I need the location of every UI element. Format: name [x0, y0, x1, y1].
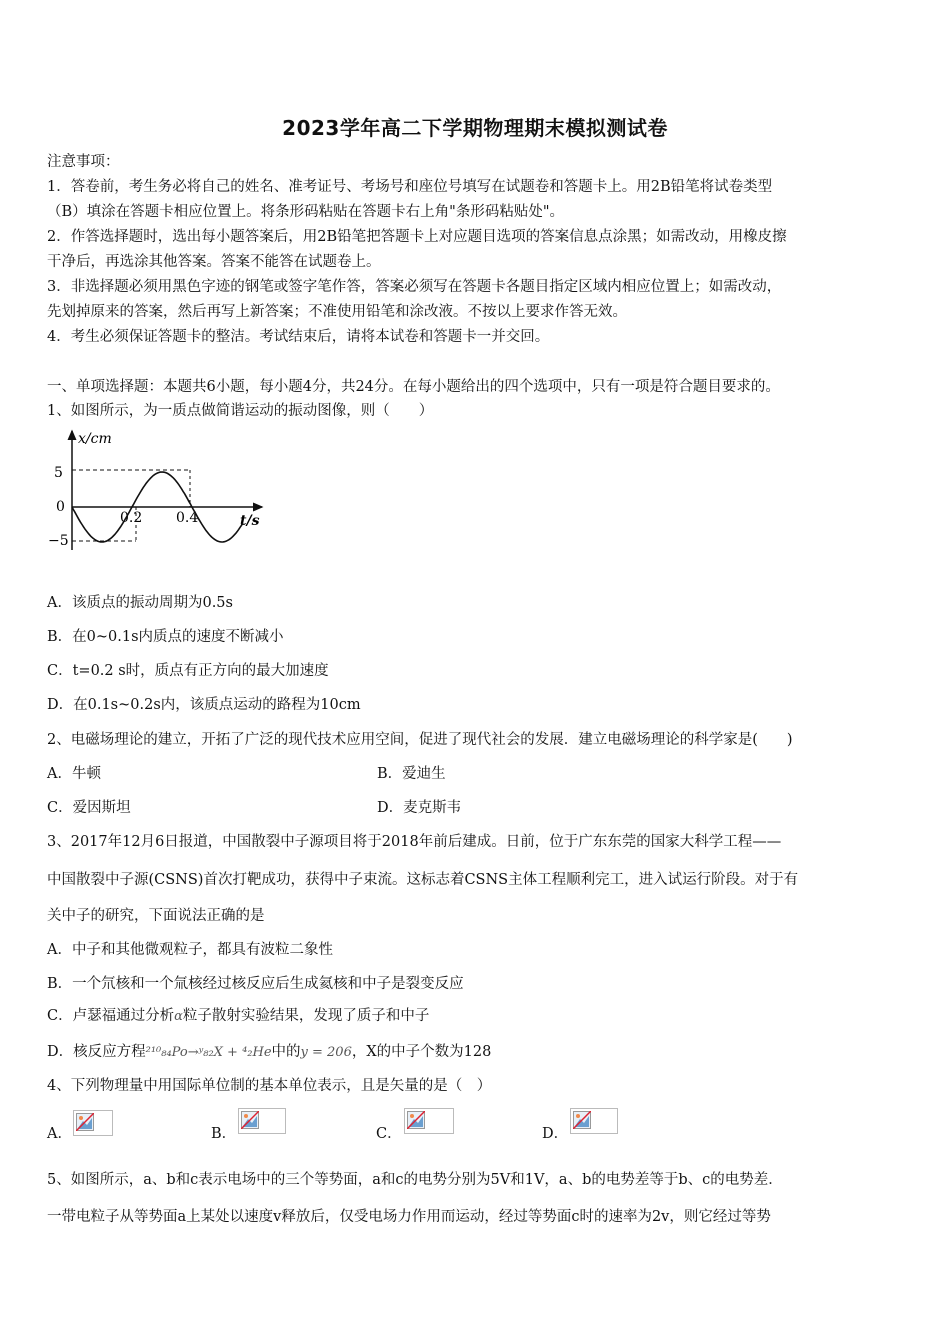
- q4-option-c-label: C．: [376, 1126, 402, 1142]
- y-axis-label: x/cm: [78, 431, 112, 447]
- broken-image-icon: [73, 1110, 113, 1136]
- q3-option-d-text: D．核反应方程: [47, 1044, 146, 1060]
- notice-line: （B）填涂在答题卡相应位置上。将条形码粘贴在答题卡右上角"条形码粘贴处"。: [47, 204, 564, 220]
- y-tick-label: −5: [48, 533, 69, 549]
- broken-image-icon: [404, 1108, 454, 1134]
- q4-option-b-label: B．: [211, 1126, 237, 1142]
- x-tick-label: 0.4: [176, 510, 199, 526]
- q4-option-a-label: A．: [47, 1126, 72, 1142]
- q2-option-c: C．爱因斯坦: [47, 800, 131, 816]
- notice-line: 先划掉原来的答案，然后再写上新答案；不准使用铅笔和涂改液。不按以上要求作答无效。: [47, 304, 627, 320]
- q3-option-d-text: ，X的中子个数为128: [351, 1044, 492, 1060]
- q1-option-a: A．该质点的振动周期为0.5s: [47, 595, 233, 611]
- vibration-graph: [44, 425, 274, 555]
- question-5-stem: 5、如图所示，a、b和c表示电场中的三个等势面，a和c的电势分别为5V和1V，a、b的电势差等于b、c的电势差．: [47, 1172, 783, 1188]
- question-3-stem: 关中子的研究，下面说法正确的是: [47, 908, 265, 924]
- q3-option-c: [47, 1006, 907, 1027]
- notice-line: 4．考生必须保证答题卡的整洁。考试结束后，请将本试卷和答题卡一并交回。: [47, 329, 550, 345]
- question-3-stem: 3、2017年12月6日报道，中国散裂中子源项目将于2018年前后建成。日前，位于广东东莞的国家大科学工程——: [47, 834, 782, 850]
- notice-line: 干净后，再选涂其他答案。答案不能答在试题卷上。: [47, 254, 381, 270]
- q2-option-d: D．麦克斯韦: [377, 800, 462, 816]
- q3-option-d-text: 中的: [271, 1044, 301, 1060]
- q3-option-d: [47, 1042, 907, 1063]
- x-tick-label: 0.2: [120, 510, 143, 526]
- q1-option-d: D．在0.1s~0.2s内，该质点运动的路程为10cm: [47, 697, 361, 713]
- q3-option-a: A．中子和其他微观粒子，都具有波粒二象性: [47, 942, 333, 958]
- y-tick-label: 0: [56, 499, 65, 515]
- notice-line: 3．非选择题必须用黑色字迹的钢笔或签字笔作答，答案必须写在答题卡各题目指定区域内相应位置上；如需改动，: [47, 279, 782, 295]
- q3-option-b: B．一个氘核和一个氚核经过核反应后生成氦核和中子是裂变反应: [47, 976, 464, 992]
- q4-option-d-label: D．: [542, 1126, 569, 1142]
- section-heading: 一、单项选择题：本题共6小题，每小题4分，共24分。在每小题给出的四个选项中，只有一项是符合题目要求的。: [47, 379, 780, 395]
- question-5-stem: 一带电粒子从等势面a上某处以速度v释放后，仅受电场力作用而运动，经过等势面c时的速率为2v，则它经过等势: [47, 1209, 771, 1225]
- q2-option-a: A．牛顿: [47, 766, 101, 782]
- nuclear-equation: ²¹⁰₈₄Po→ʸ₈₂X + ⁴₂He: [145, 1045, 272, 1060]
- broken-image-icon: [238, 1108, 286, 1134]
- alpha-symbol: α: [174, 1009, 183, 1024]
- x-axis-label: t/s: [240, 513, 260, 529]
- q1-option-c: C．t=0.2 s时，质点有正方向的最大加速度: [47, 663, 329, 679]
- q1-option-b: B．在0~0.1s内质点的速度不断减小: [47, 629, 284, 645]
- q3-option-c-text: 粒子散射实验结果，发现了质子和中子: [182, 1008, 430, 1024]
- y-tick-label: 5: [54, 465, 63, 481]
- question-3-stem: 中国散裂中子源(CSNS)首次打靶成功，获得中子束流。这标志着CSNS主体工程顺利完工，进入试运行阶段。对于有: [47, 872, 799, 888]
- broken-image-icon: [570, 1108, 618, 1134]
- notice-line: 2．作答选择题时，选出每小题答案后，用2B铅笔把答题卡上对应题目选项的答案信息点涂黑；如需改动，用橡皮擦: [47, 229, 787, 245]
- question-2-stem: 2、电磁场理论的建立，开拓了广泛的现代技术应用空间，促进了现代社会的发展．建立电磁场理论的科学家是( ): [47, 732, 793, 748]
- question-1-stem: 1、如图所示，为一质点做简谐运动的振动图像，则（ ）: [47, 403, 434, 419]
- notice-line: 1．答卷前，考生务必将自己的姓名、准考证号、考场号和座位号填写在试题卷和答题卡上。用2B铅笔将试卷类型: [47, 179, 773, 195]
- q2-option-b: B．爱迪生: [377, 766, 446, 782]
- page-title: 2023学年高二下学期物理期末模拟测试卷: [282, 116, 668, 140]
- q3-option-c-text: C．卢瑟福通过分析: [47, 1008, 175, 1024]
- question-4-stem: 4、下列物理量中用国际单位制的基本单位表示，且是矢量的是（ ）: [47, 1078, 492, 1094]
- notice-heading: 注意事项：: [47, 154, 120, 170]
- y-value-formula: y = 206: [300, 1045, 352, 1060]
